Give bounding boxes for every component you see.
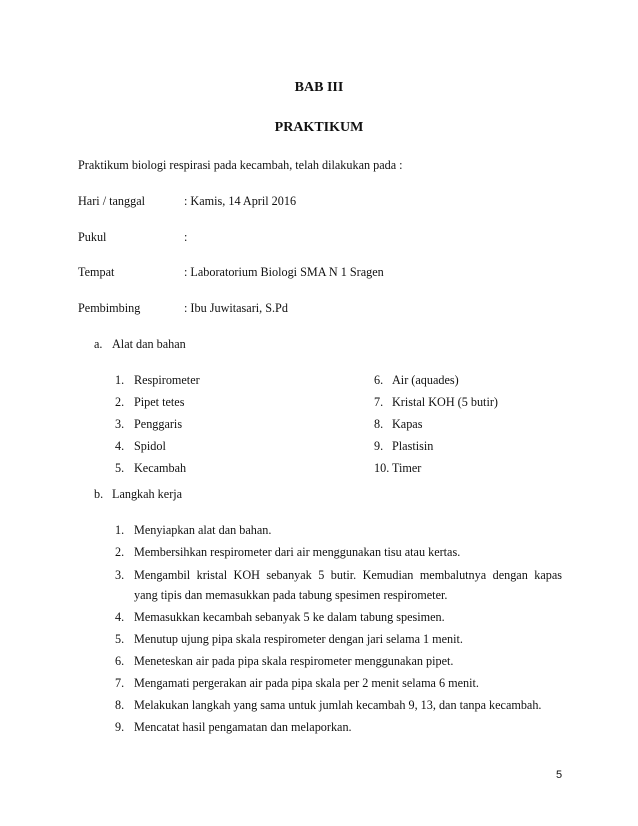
page-title: PRAKTIKUM (274, 120, 364, 135)
material-item: Respirometer (134, 373, 200, 387)
info-label-time: Pukul (78, 230, 107, 244)
material-num: 1. (115, 373, 125, 387)
section-b-marker: b. (94, 487, 104, 501)
step-num: 5. (115, 632, 125, 646)
material-item: Timer (392, 461, 422, 475)
step-text: Melakukan langkah yang sama untuk jumlah kecambah 9, 13, dan tanpa kecambah. (134, 698, 542, 712)
info-value-place: : Laboratorium Biologi SMA N 1 Sragen (184, 265, 384, 279)
material-num: 6. (374, 373, 384, 387)
step-num: 9. (115, 720, 125, 734)
material-num: 9. (374, 439, 384, 453)
info-label-date: Hari / tanggal (78, 194, 146, 208)
section-a-heading: Alat dan bahan (112, 337, 186, 351)
info-value-supervisor: : Ibu Juwitasari, S.Pd (184, 301, 288, 315)
step-num: 6. (115, 654, 125, 668)
step-text: Mencatat hasil pengamatan dan melaporkan. (134, 720, 352, 734)
step-num: 8. (115, 698, 125, 712)
step-text: Meneteskan air pada pipa skala respirometer menggunakan pipet. (134, 654, 454, 668)
section-b-heading: Langkah kerja (112, 487, 183, 501)
info-value-date: : Kamis, 14 April 2016 (184, 194, 297, 208)
info-label-supervisor: Pembimbing (78, 301, 141, 315)
step-text: Menutup ujung pipa skala respirometer dengan jari selama 1 menit. (134, 632, 463, 646)
material-num: 3. (115, 417, 125, 431)
step-num: 2. (115, 545, 125, 559)
step-text: Mengamati pergerakan air pada pipa skala per 2 menit selama 6 menit. (134, 676, 479, 690)
material-num: 4. (115, 439, 125, 453)
material-item: Air (aquades) (392, 373, 459, 387)
info-value-time: : (184, 230, 188, 244)
info-label-place: Tempat (78, 265, 115, 279)
material-num: 2. (115, 395, 125, 409)
step-num: 3. (115, 568, 125, 582)
material-num: 8. (374, 417, 384, 431)
step-num: 1. (115, 523, 125, 537)
material-num: 7. (374, 395, 384, 409)
material-item: Kristal KOH (5 butir) (392, 395, 498, 409)
material-num: 10. (374, 461, 390, 475)
material-item: Spidol (134, 439, 166, 453)
material-item: Kecambah (134, 461, 187, 475)
material-num: 5. (115, 461, 125, 475)
intro-paragraph: Praktikum biologi respirasi pada kecambah, telah dilakukan pada : (78, 158, 403, 172)
material-item: Penggaris (134, 417, 183, 431)
step-text: Menyiapkan alat dan bahan. (134, 523, 272, 537)
material-item: Pipet tetes (134, 395, 185, 409)
step-text: Membersihkan respirometer dari air menggunakan tisu atau kertas. (134, 545, 461, 559)
chapter-heading: BAB III (294, 80, 344, 95)
page-number: 5 (556, 769, 563, 781)
section-a-marker: a. (94, 337, 103, 351)
material-item: Kapas (392, 417, 423, 431)
step-num: 4. (115, 610, 125, 624)
step-text: Mengambil kristal KOH sebanyak 5 butir. Kemudian membalutnya dengan kapas (134, 568, 562, 582)
step-text-continuation: yang tipis dan memasukkan pada tabung spesimen respirometer. (134, 588, 448, 602)
step-text: Memasukkan kecambah sebanyak 5 ke dalam tabung spesimen. (134, 610, 445, 624)
step-num: 7. (115, 676, 125, 690)
material-item: Plastisin (392, 439, 434, 453)
